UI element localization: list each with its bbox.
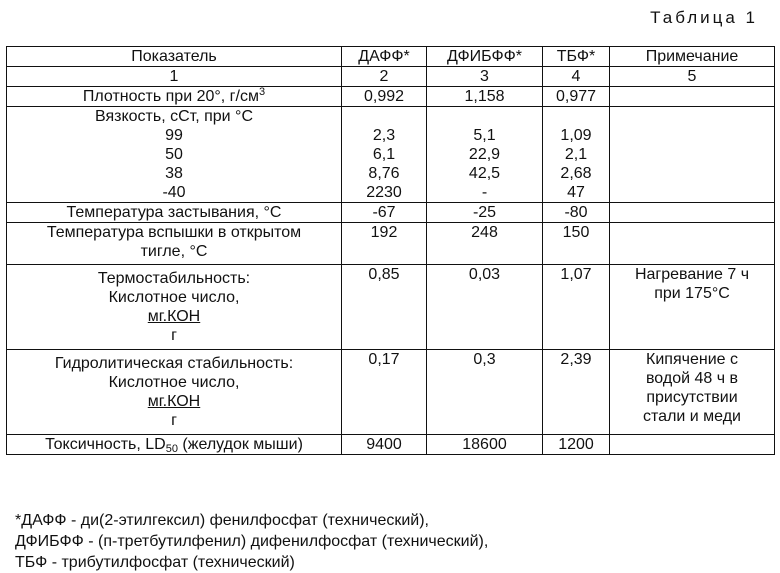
viscosity-value: 2,3 [372, 127, 396, 144]
col-number: 2 [342, 67, 427, 87]
header-daff: ДАФФ* [342, 47, 427, 67]
flash-point-label [7, 223, 342, 265]
hydrolytic-label-line: г [171, 412, 177, 429]
flash-point-tbf: 150 [543, 223, 610, 265]
thermal-note-line: Нагревание 7 ч [634, 266, 750, 283]
toxicity-dfibff: 18600 [427, 435, 543, 455]
toxicity-label-sub: 50 [165, 443, 178, 455]
viscosity-value: 1,09 [560, 127, 592, 144]
footnote-line: ТБФ - трибутилфосфат (технический) [15, 554, 295, 571]
column-numbers-row [7, 67, 775, 87]
viscosity-value: 42,5 [468, 165, 501, 182]
density-label [7, 87, 342, 107]
thermal-label-line: г [171, 327, 177, 344]
viscosity-value: - [481, 184, 488, 201]
viscosity-row [7, 107, 775, 203]
hydrolytic-label-line: Кислотное число, [108, 374, 240, 391]
density-label-sup: 3 [258, 86, 266, 98]
viscosity-value: 22,9 [468, 146, 501, 163]
viscosity-value: 6,1 [372, 146, 396, 163]
pour-point-label: Температура застывания, °С [7, 203, 342, 223]
toxicity-row [7, 435, 775, 455]
properties-table [6, 46, 775, 455]
density-tbf: 0,977 [543, 87, 610, 107]
thermal-note-line: при 175°С [654, 285, 730, 302]
footnote-line: ДФИБФФ - (п-третбутилфенил) дифенилфосфат (технический), [15, 533, 489, 550]
hydrolytic-daff: 0,17 [342, 350, 427, 435]
pour-point-daff: -67 [342, 203, 427, 223]
hydrolytic-stability-row [7, 350, 775, 435]
header-dfibff: ДФИБФФ* [427, 47, 543, 67]
pour-point-tbf: -80 [543, 203, 610, 223]
hydrolytic-note-line: стали и меди [643, 408, 741, 425]
hydrolytic-note-line: водой 48 ч в [645, 370, 738, 387]
col-number: 5 [610, 67, 775, 87]
thermal-stability-label [7, 265, 342, 350]
col-number: 1 [7, 67, 342, 87]
viscosity-tbf [543, 107, 610, 203]
viscosity-temp: 50 [165, 146, 183, 163]
header-note: Примечание [610, 47, 775, 67]
flash-point-label-line: тигле, °С [140, 243, 208, 260]
table-caption: Таблица 1 [650, 8, 758, 27]
hydrolytic-note-line: присутствии [646, 389, 738, 406]
footnotes [15, 510, 488, 573]
viscosity-value: 5,1 [473, 127, 496, 144]
toxicity-label-post: (желудок мыши) [177, 436, 303, 453]
hydrolytic-stability-label [7, 350, 342, 435]
toxicity-note [610, 435, 775, 455]
hydrolytic-label-line: Гидролитическая стабильность: [54, 355, 294, 372]
viscosity-value: 2230 [366, 184, 402, 201]
viscosity-note [610, 107, 775, 203]
thermal-label-line [11, 307, 337, 326]
hydrolytic-label-line [11, 392, 337, 411]
thermal-dfibff: 0,03 [427, 265, 543, 350]
col-number: 3 [427, 67, 543, 87]
thermal-label-line: Кислотное число, [108, 289, 240, 306]
thermal-note [610, 265, 775, 350]
flash-point-note [610, 223, 775, 265]
hydrolytic-note [610, 350, 775, 435]
thermal-daff: 0,85 [342, 265, 427, 350]
thermal-stability-row [7, 265, 775, 350]
toxicity-tbf: 1200 [543, 435, 610, 455]
flash-point-daff: 192 [342, 223, 427, 265]
hydrolytic-dfibff: 0,3 [427, 350, 543, 435]
viscosity-temp: 38 [165, 165, 183, 182]
col-number: 4 [543, 67, 610, 87]
density-label-text: Плотность при 20°, г/см [82, 88, 259, 105]
thermal-unit-numerator: мг.КОН [147, 308, 201, 325]
hydrolytic-unit-numerator: мг.КОН [147, 393, 201, 410]
density-dfibff: 1,158 [427, 87, 543, 107]
toxicity-label [7, 435, 342, 455]
header-tbf: ТБФ* [543, 47, 610, 67]
flash-point-dfibff: 248 [427, 223, 543, 265]
hydrolytic-tbf: 2,39 [543, 350, 610, 435]
density-daff: 0,992 [342, 87, 427, 107]
density-row [7, 87, 775, 107]
hydrolytic-note-line: Кипячение с [646, 351, 738, 368]
viscosity-value: 2,1 [564, 146, 588, 163]
pour-point-dfibff: -25 [427, 203, 543, 223]
flash-point-label-line: Температура вспышки в открытом [46, 224, 302, 241]
viscosity-daff [342, 107, 427, 203]
viscosity-temp: 99 [165, 127, 183, 144]
viscosity-dfibff [427, 107, 543, 203]
viscosity-temp: -40 [162, 184, 186, 201]
viscosity-value: 2,68 [560, 165, 592, 182]
pour-point-row [7, 203, 775, 223]
thermal-tbf: 1,07 [543, 265, 610, 350]
viscosity-title: Вязкость, сСт, при °С [94, 108, 254, 125]
viscosity-label [7, 107, 342, 203]
viscosity-value: 8,76 [368, 165, 400, 182]
viscosity-value: 47 [567, 184, 585, 201]
flash-point-row [7, 223, 775, 265]
density-note [610, 87, 775, 107]
thermal-label-line: Термостабильность: [97, 270, 251, 287]
toxicity-daff: 9400 [342, 435, 427, 455]
header-row [7, 47, 775, 67]
footnote-line: *ДАФФ - ди(2-этилгексил) фенилфосфат (технический), [15, 512, 429, 529]
pour-point-note [610, 203, 775, 223]
toxicity-label-pre: Токсичность, LD [45, 436, 166, 453]
header-indicator: Показатель [7, 47, 342, 67]
